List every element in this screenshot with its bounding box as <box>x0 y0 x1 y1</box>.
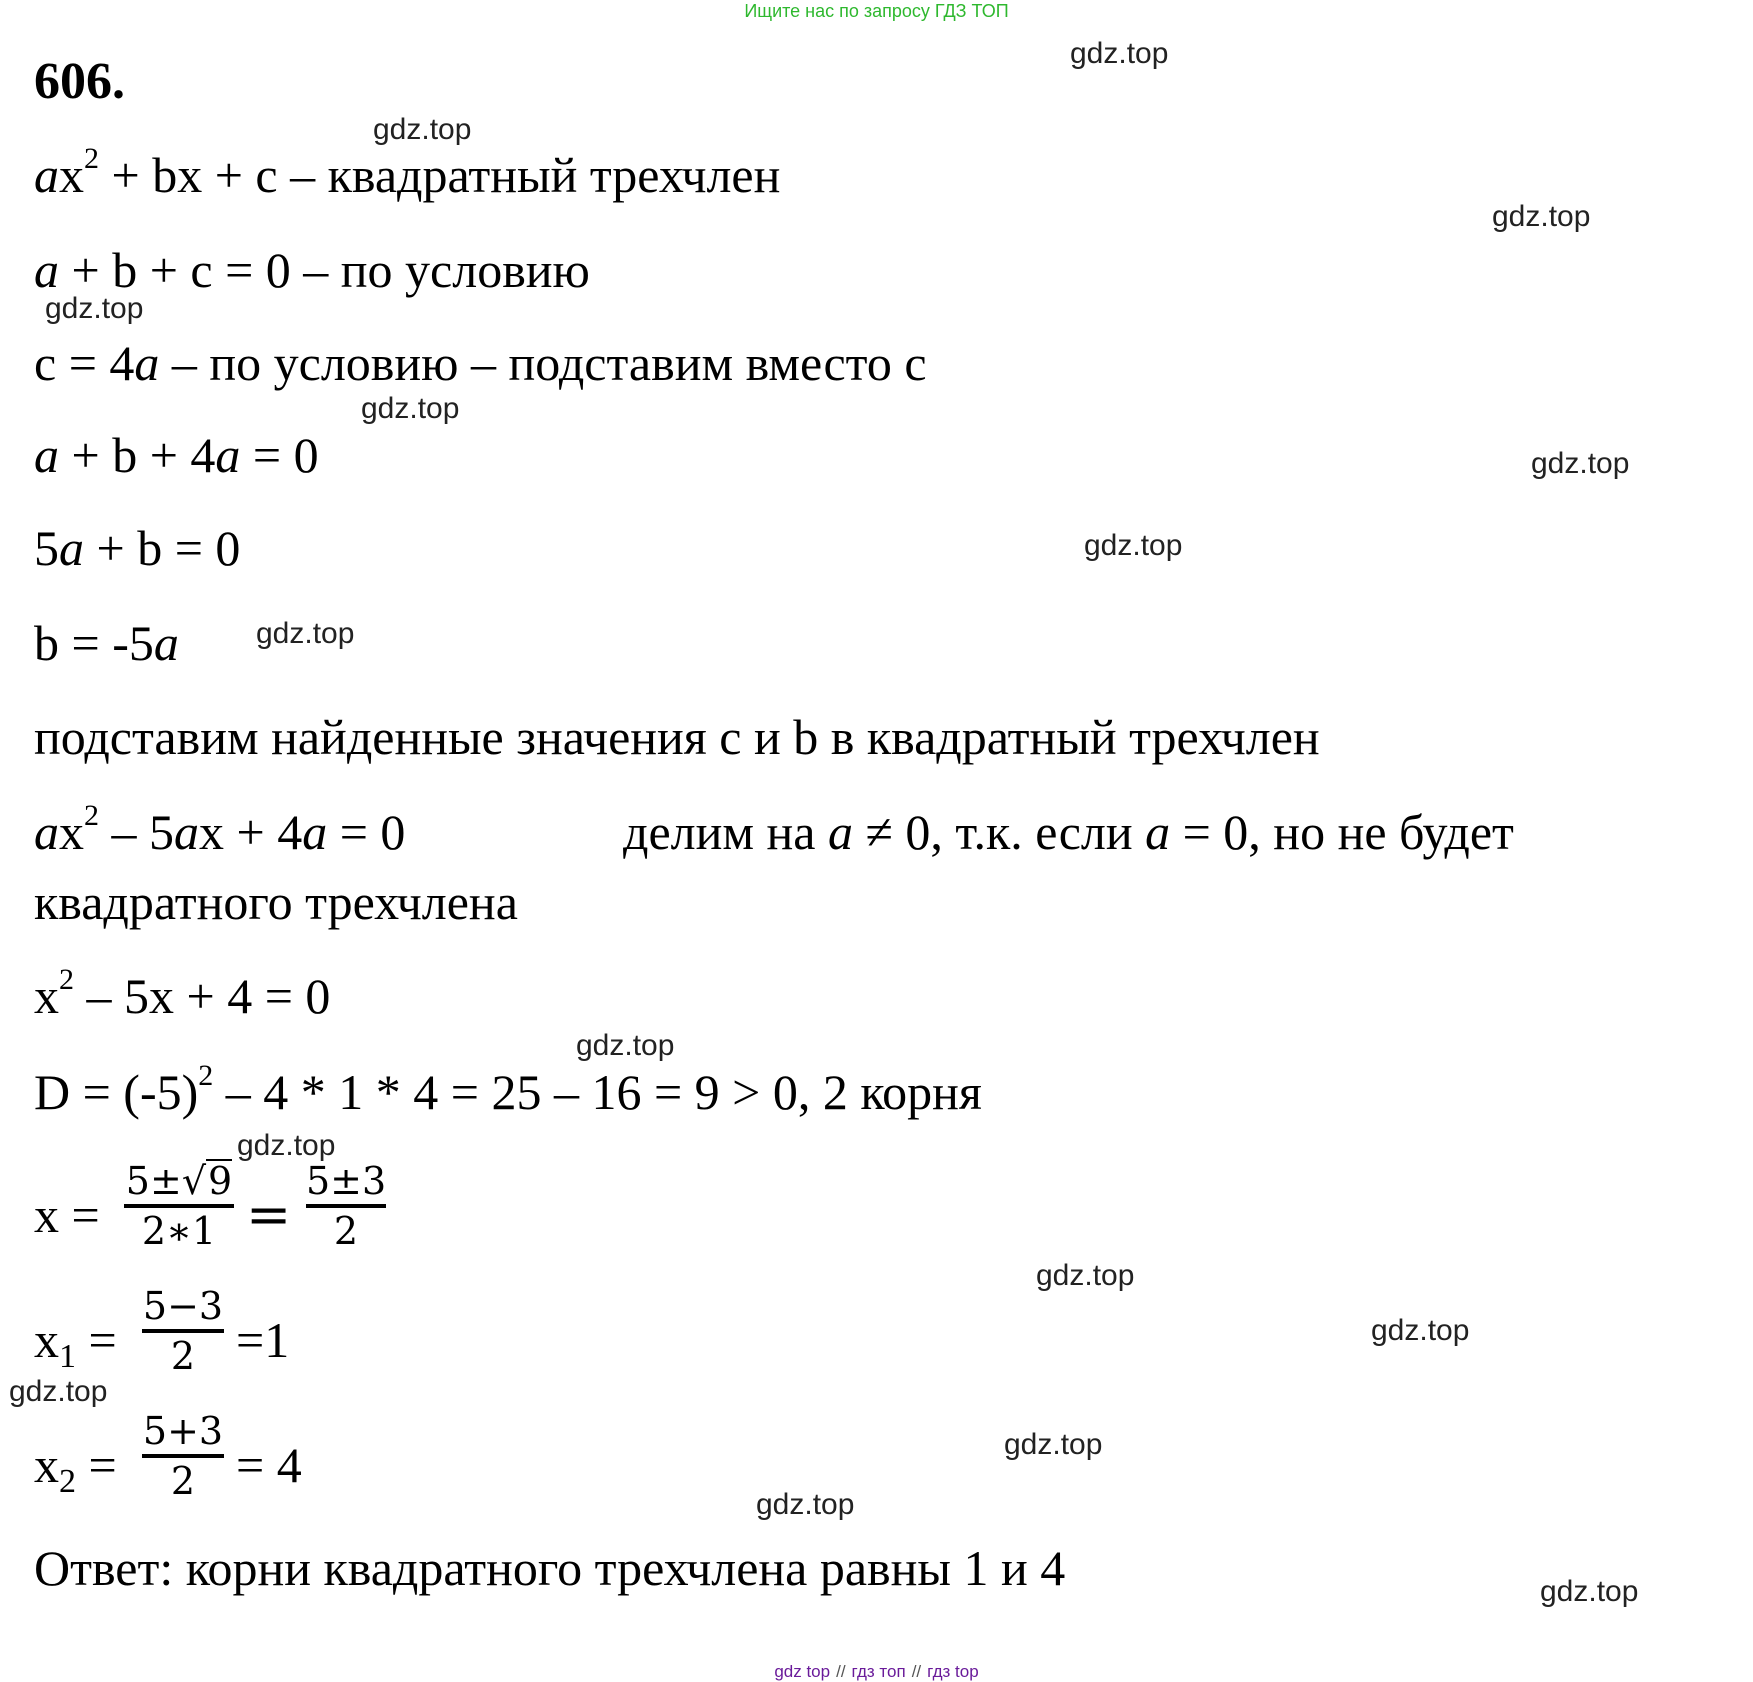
line-simplified <box>34 518 240 578</box>
equals-sign: = <box>246 1183 292 1246</box>
watermark: gdz.top <box>9 1375 108 1408</box>
line-text: = 0 <box>327 804 406 860</box>
var-x: x <box>34 1312 59 1368</box>
root-x2-lhs <box>34 1435 117 1500</box>
root-x1-value: =1 <box>236 1312 290 1368</box>
watermark: gdz.top <box>373 113 472 146</box>
roots-lhs: x = <box>34 1187 100 1243</box>
var-a: a <box>34 147 59 203</box>
line-substitute-text: подставим найденные значения с и b в квадратный трехчлен <box>34 709 1320 765</box>
line-divide-note-cont: квадратного трехчлена <box>34 874 518 930</box>
line-text: – 4 * 1 * 4 = 25 – 16 = 9 > 0, 2 корня <box>213 1064 982 1120</box>
watermark: gdz.top <box>756 1488 855 1521</box>
line-text: делим на <box>623 804 828 860</box>
exponent: 2 <box>84 142 99 175</box>
var-a: a <box>34 242 59 298</box>
problem-number: 606. <box>34 53 125 110</box>
watermark: gdz.top <box>237 1129 336 1162</box>
search-hint[interactable]: Ищите нас по запросу ГДЗ ТОП <box>744 1 1009 21</box>
var-a: a <box>34 427 59 483</box>
footer-link[interactable]: гдз top <box>927 1662 979 1681</box>
var-a: a <box>827 804 853 860</box>
fraction-numerator: 5±3 <box>306 1159 387 1203</box>
watermark: gdz.top <box>1492 200 1591 233</box>
watermark: gdz.top <box>361 392 460 425</box>
separator: // <box>911 1662 922 1681</box>
fraction-numerator <box>124 1158 234 1204</box>
var-a: a <box>134 335 160 391</box>
line-text: ≠ 0, т.к. если <box>852 804 1146 860</box>
subscript: 1 <box>59 1338 76 1375</box>
var-a: a <box>1145 804 1171 860</box>
exponent: 2 <box>198 1059 214 1092</box>
var-a: a <box>59 520 84 576</box>
fraction-simplified <box>306 1158 386 1254</box>
equals-sign: = <box>76 1437 117 1493</box>
fraction-denominator: 2∗1 <box>141 1209 217 1253</box>
subscript: 2 <box>59 1463 76 1500</box>
var-x: x <box>34 1437 59 1493</box>
fraction-x1 <box>142 1283 224 1379</box>
line-b-value <box>34 613 179 673</box>
var-x: x <box>34 968 59 1024</box>
var-x: x <box>59 147 84 203</box>
answer: Ответ: корни квадратного трехчлена равны 1 и 4 <box>34 1540 1066 1596</box>
var-x: x <box>59 804 84 860</box>
var-a: a <box>153 615 179 671</box>
sqrt-symbol: √ <box>181 1159 207 1203</box>
fraction-x2 <box>142 1408 224 1504</box>
numerator-text: 5± <box>125 1159 182 1203</box>
var-a: a <box>34 804 59 860</box>
line-trinomial <box>34 142 781 205</box>
var-a: a <box>302 804 328 860</box>
exponent: 2 <box>59 963 74 996</box>
watermark: gdz.top <box>1540 1575 1639 1608</box>
watermark: gdz.top <box>1036 1259 1135 1292</box>
var-a: a <box>215 427 241 483</box>
footer-link[interactable]: гдз топ <box>851 1662 906 1681</box>
watermark: gdz.top <box>256 617 355 650</box>
watermark: gdz.top <box>1084 529 1183 562</box>
root-x2-value: = 4 <box>236 1437 302 1493</box>
line-text: + bx + c – квадратный трехчлен <box>99 147 781 203</box>
fraction-denominator: 2 <box>170 1459 196 1503</box>
fraction-numerator: 5+3 <box>142 1409 224 1453</box>
watermark: gdz.top <box>1371 1314 1470 1347</box>
line-condition-1 <box>34 240 590 300</box>
line-reduced-equation <box>34 963 331 1026</box>
watermark: gdz.top <box>1004 1428 1103 1461</box>
fraction-root-formula <box>124 1158 234 1254</box>
line-text: x + 4 <box>199 804 303 860</box>
var-a: a <box>174 804 199 860</box>
fraction-denominator: 2 <box>170 1334 196 1378</box>
fraction-denominator: 2 <box>333 1209 359 1253</box>
footer-link[interactable]: gdz top <box>774 1662 831 1681</box>
line-condition-2 <box>34 333 927 393</box>
equals-sign: = <box>76 1312 117 1368</box>
watermark: gdz.top <box>45 292 144 325</box>
line-text: 5 <box>34 520 59 576</box>
line-text: + b = 0 <box>84 520 241 576</box>
fraction-numerator: 5−3 <box>142 1284 224 1328</box>
line-equation <box>34 799 406 862</box>
line-text: – 5 <box>99 804 174 860</box>
exponent: 2 <box>84 799 99 832</box>
watermark: gdz.top <box>1070 37 1169 70</box>
line-text: – по условию – подставим вместо с <box>159 335 927 391</box>
line-text: – 5x + 4 = 0 <box>74 968 331 1024</box>
line-text: b = -5 <box>34 615 154 671</box>
watermark: gdz.top <box>1531 447 1630 480</box>
line-text: D = (-5) <box>34 1064 199 1120</box>
line-text: + b + 4 <box>59 427 216 483</box>
line-text: = 0, но не будет <box>1170 804 1514 860</box>
line-discriminant <box>34 1059 982 1122</box>
separator: // <box>836 1662 846 1681</box>
line-text: = 0 <box>240 427 319 483</box>
line-divide-note <box>623 802 1514 862</box>
footer-links <box>0 1662 1753 1682</box>
line-substitution <box>34 425 319 485</box>
root-x1-lhs <box>34 1310 117 1375</box>
line-text: + b + c = 0 – по условию <box>59 242 590 298</box>
line-text: c = 4 <box>34 335 135 391</box>
sqrt-radicand: 9 <box>208 1159 233 1203</box>
watermark: gdz.top <box>576 1029 675 1062</box>
